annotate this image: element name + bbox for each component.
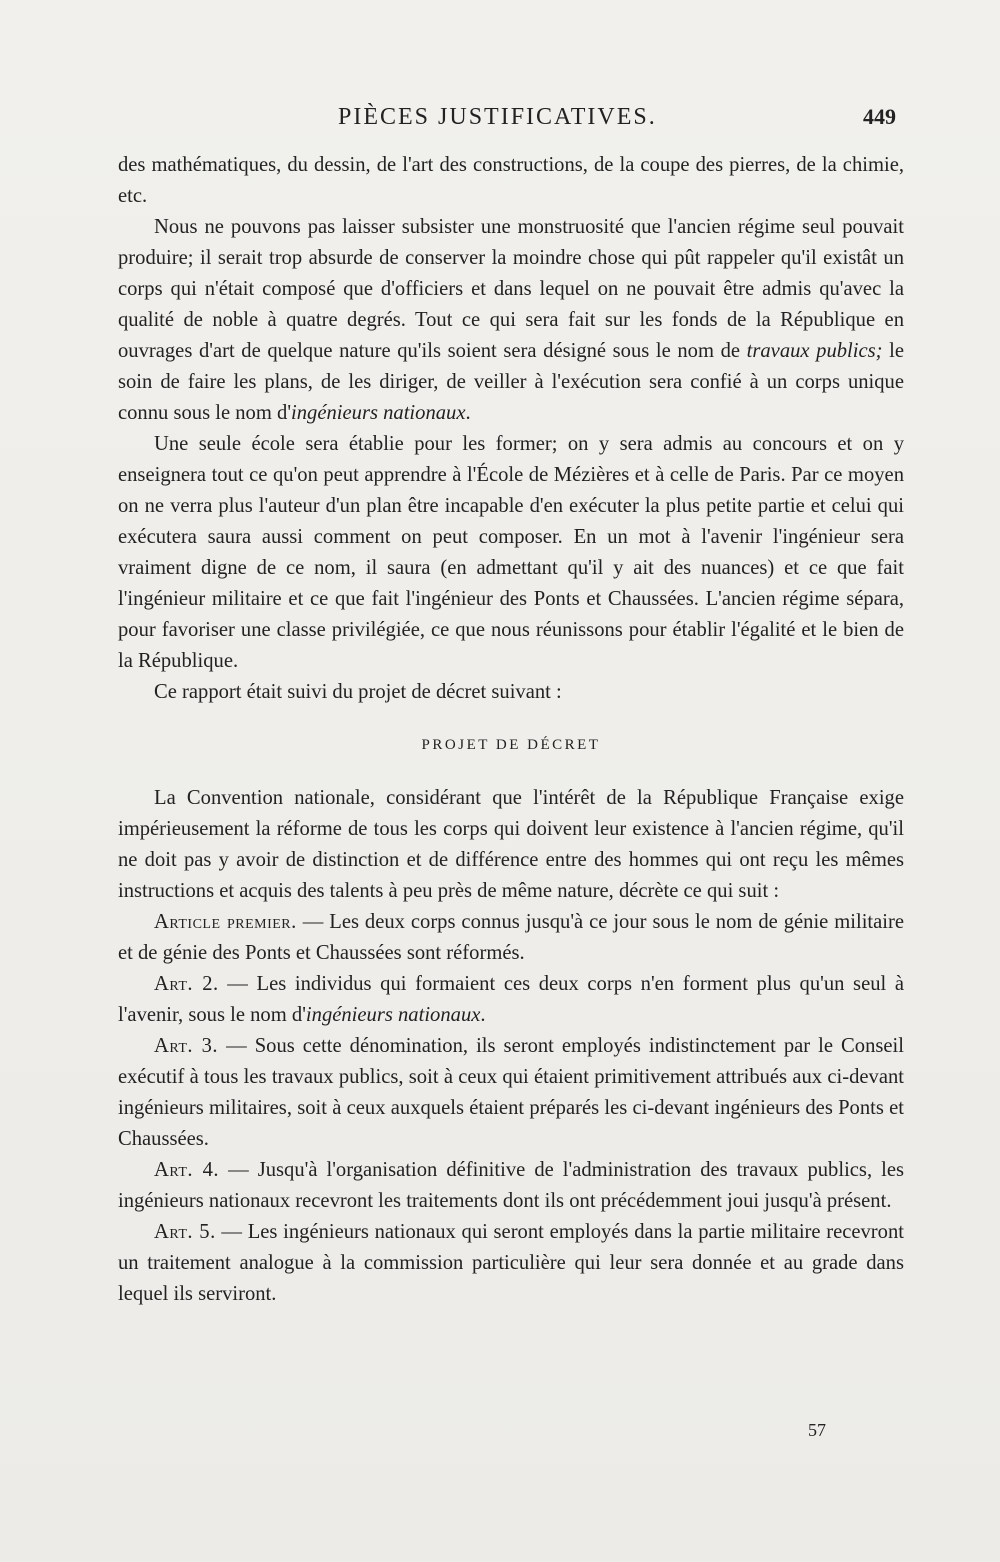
article-label: Art. 2. (154, 973, 219, 995)
page-number: 449 (863, 104, 896, 129)
article-text: . (480, 1004, 486, 1026)
running-title: PIÈCES JUSTIFICATIVES. (338, 104, 657, 130)
paragraph (118, 212, 904, 429)
article-text: — Les deux corps connus jusqu'à ce jour sous le nom de génie militaire et de génie des Ponts et Chaussées sont réformés. (118, 911, 905, 964)
paragraph-text: le soin de faire les plans, de les diriger, de veiller à l'exécution sera confié à un corps unique connu sous le nom d' (118, 340, 904, 424)
paragraph: des mathématiques, du dessin, de l'art des constructions, de la coupe des pierres, de la chimie, etc. (118, 154, 904, 207)
paragraph-text: . (465, 402, 471, 424)
article-label: Art. 3. (154, 1035, 219, 1057)
article (118, 1031, 904, 1155)
paragraph: Ce rapport était suivi du projet de décret suivant : (154, 681, 562, 703)
article-text: — Sous cette dénomination, ils seront employés indistinctement par le Conseil exécutif à tous les travaux publics, soit à ceux qui étaient primitivement attribués aux ci-devant ingénieurs militaires, soit à ceux auxquels étaient préparés les ci-devant ingénieurs des Ponts et Chaussées. (118, 1035, 904, 1150)
italic-term: travaux publics; (746, 340, 883, 362)
signature-mark: 57 (808, 1420, 826, 1440)
italic-term: ingénieurs nationaux (305, 1004, 481, 1026)
body-text (118, 150, 904, 1310)
section-heading: PROJET DE DÉCRET (421, 737, 601, 753)
article-label: Article premier. (154, 911, 297, 933)
article-text: — Les individus qui formaient ces deux corps n'en forment plus qu'un seul à l'avenir, sous le nom d' (118, 973, 904, 1026)
page-header (110, 100, 900, 140)
paragraph: La Convention nationale, considérant que l'intérêt de la République Française exige impérieusement la réforme de tous les corps qui doivent leur existence à l'ancien régime, qu'il ne doit pas y avoir de distinction et de différence entre des hommes qui ont reçu les mêmes instructions et acquis des talents à peu près de même nature, décrète ce qui suit : (118, 787, 904, 902)
article-text: — Les ingénieurs nationaux qui seront employés dans la partie militaire recevront un traitement analogue à la commission particulière qui leur sera donnée et au grade dans lequel ils serviront. (118, 1221, 904, 1305)
article-label: Art. 5. (154, 1221, 216, 1243)
article-label: Art. 4. (154, 1159, 220, 1181)
italic-term: ingénieurs nationaux (291, 402, 466, 424)
paragraph: Une seule école sera établie pour les former; on y sera admis au concours et on y enseignera tout ce qu'on peut apprendre à l'École de Mézières et à celle de Paris. Par ce moyen on ne verra plus l'auteur d'un plan être incapable d'en exécuter la plus petite partie et celui qui exécutera saura aussi comment on peut composer. En un mot à l'avenir l'ingénieur sera vraiment digne de ce nom, il saura (en admettant qu'il y ait des nuances) et ce que fait l'ingénieur militaire et ce que fait l'ingénieur des Ponts et Chaussées. L'ancien régime sépara, pour favoriser une classe privilégiée, ce que nous réunissons pour établir l'égalité et le bien de la République. (118, 433, 904, 672)
article (118, 907, 904, 969)
article (118, 1155, 904, 1217)
article-text: — Jusqu'à l'organisation définitive de l'administration des travaux publics, les ingénieurs nationaux recevront les traitements dont ils ont précédemment joui jusqu'à présent. (118, 1159, 904, 1212)
paragraph-text: Nous ne pouvons pas laisser subsister une monstruosité que l'ancien régime seul pouvait produire; il serait trop absurde de conserver la moindre chose qui pût rappeler qu'il existât un corps qui n'était composé que d'officiers et dans lequel on ne pouvait être admis qu'avec la qualité de noble à quatre degrés. Tout ce qui sera fait sur les fonds de la République en ouvrages d'art de quelque nature qu'ils soient sera désigné sous le nom de (118, 216, 904, 362)
article (118, 1217, 904, 1310)
article (118, 969, 904, 1031)
